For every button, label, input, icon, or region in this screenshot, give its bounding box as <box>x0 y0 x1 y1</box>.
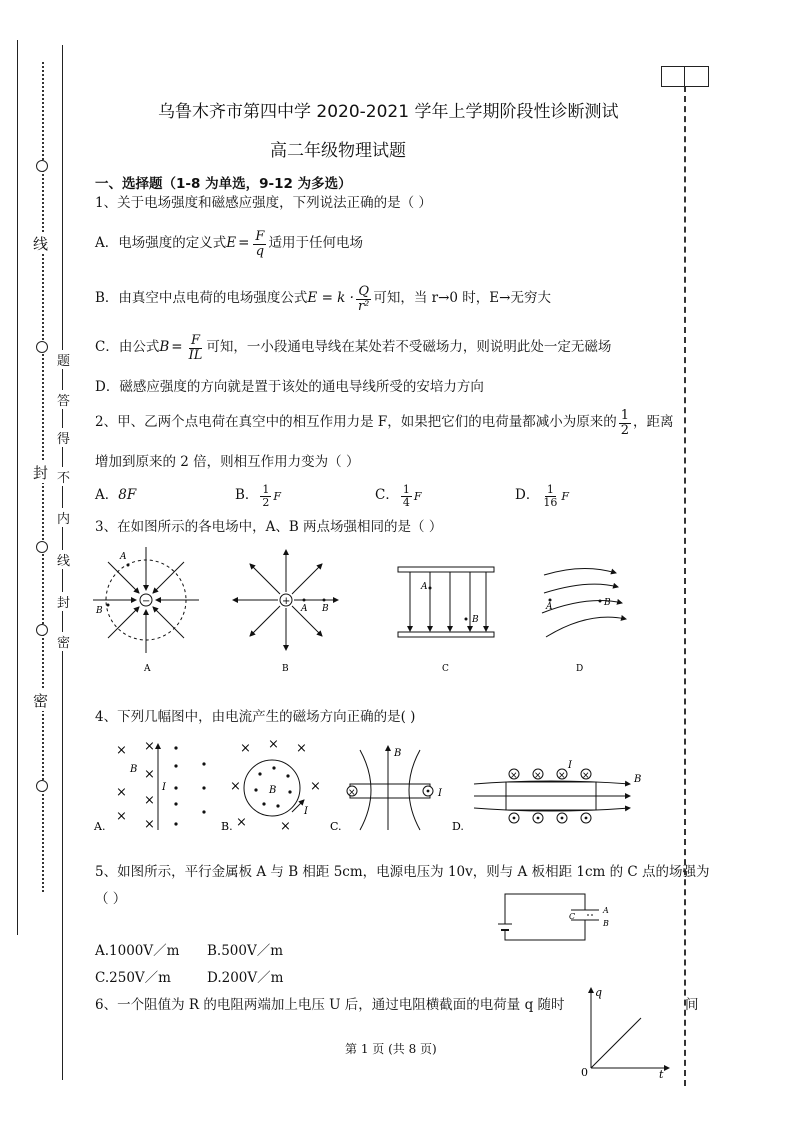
q1-a-lhs: E <box>226 235 237 252</box>
q2-stem-post: ，距离 <box>633 414 674 431</box>
score-box-divider <box>684 67 685 86</box>
q4-figure-b <box>221 738 321 834</box>
margin-circle <box>36 341 48 353</box>
svg-text:B: B <box>472 615 479 625</box>
q3-b-plus: + <box>282 596 291 607</box>
q1-option-b <box>95 283 551 315</box>
q1-option-a: A．电场强度的定义式 E = $\frac{F}{q}$ 适用于任何电场 <box>95 228 363 259</box>
svg-text:×: × <box>144 767 155 782</box>
q2-option-b: B． $\frac{1}{2}$ F <box>235 482 282 509</box>
svg-text:×: × <box>558 771 566 781</box>
margin-char-xian: 线 <box>33 235 49 253</box>
q4-figure-c <box>330 746 443 833</box>
margin-circle <box>36 780 48 792</box>
page-title: 乌鲁木齐市第四中学 2020-2021 学年上学期阶段性诊断测试 <box>158 102 619 122</box>
svg-text:I: I <box>568 760 572 771</box>
q4-figure-d <box>452 760 641 833</box>
svg-text:×: × <box>280 819 291 834</box>
svg-text:×: × <box>510 771 518 781</box>
question-6-stem: 6、一个阻值为 R 的电阻两端加上电压 U 后，通过电阻横截面的电荷量 q 随时 <box>95 997 565 1013</box>
margin-inner-char: 不 <box>57 467 70 486</box>
svg-text:×: × <box>116 809 127 824</box>
q2-stem-pre: 2、甲、乙两个点电荷在真空中的相互作用力是 F，如果把它们的电荷量都减小为原来的 <box>95 414 617 431</box>
q6-axis-t: t <box>659 1068 664 1078</box>
svg-text:A: A <box>120 552 127 562</box>
q2-option-c: C． $\frac{1}{4}$ F <box>375 482 422 509</box>
q3-label-d: D <box>576 664 584 674</box>
q4-label-b: B. <box>221 820 233 833</box>
q2-stem-fraction: $\frac{1}{2}$ <box>620 407 630 438</box>
svg-text:I: I <box>162 782 166 793</box>
question-4-stem: 4、下列几幅图中，由电流产生的磁场方向正确的是( ) <box>95 709 416 725</box>
svg-text:×: × <box>296 741 307 756</box>
question-1-stem: 1、关于电场强度和磁感应强度，下列说法正确的是（ ） <box>95 195 432 211</box>
question-6-tail: 间 <box>685 997 699 1013</box>
margin-inner-char: 线 <box>57 550 70 569</box>
q6-graph <box>575 982 675 1078</box>
margin-circle <box>36 624 48 636</box>
svg-text:×: × <box>116 743 127 758</box>
q1-b-lhs: E = k · <box>307 290 354 307</box>
svg-text:B: B <box>394 748 402 759</box>
q5-label-c: C <box>569 912 576 921</box>
svg-text:×: × <box>348 788 356 798</box>
section-heading: 一、选择题（1-8 为单选，9-12 为多选） <box>95 176 352 192</box>
question-2-stem-line2: 增加到原来的 2 倍，则相互作用力变为（ ） <box>95 454 360 470</box>
q3-label-c: C <box>442 664 449 674</box>
q1-a-fraction: $\frac{F}{q}$ <box>255 228 265 259</box>
q3-label-b: B <box>282 664 289 674</box>
q4-label-d: D. <box>452 820 464 833</box>
q3-label-a: A <box>144 664 151 674</box>
q3-figure-b <box>233 550 338 674</box>
svg-text:B: B <box>604 598 611 608</box>
margin-inner-char: 封 <box>57 592 70 611</box>
svg-text:×: × <box>116 785 127 800</box>
q1-b-fraction: $\frac{Q}{\text{r²}}$ <box>357 283 370 314</box>
q6-axis-q: q <box>595 986 603 999</box>
score-box <box>661 66 709 87</box>
q4-label-c: C. <box>330 820 342 833</box>
margin-inner-char: 密 <box>57 632 70 651</box>
svg-text:×: × <box>144 817 155 832</box>
q3-a-minus: − <box>142 596 151 607</box>
svg-text:×: × <box>310 779 321 794</box>
margin-inner-char: 答 <box>57 390 70 409</box>
svg-text:×: × <box>534 771 542 781</box>
q1-c-fraction: $\frac{F}{IL}$ <box>188 332 203 363</box>
q1-c-pre: C．由公式 <box>95 339 160 356</box>
q3-figure-a <box>93 547 199 674</box>
svg-text:B: B <box>130 764 138 775</box>
svg-text:×: × <box>582 771 590 781</box>
right-dashed-line <box>684 86 686 1086</box>
q4-figures <box>90 738 670 838</box>
svg-text:A: A <box>546 602 553 612</box>
q1-a-pre: A．电场强度的定义式 <box>95 235 227 252</box>
svg-text:×: × <box>236 815 247 830</box>
svg-text:×: × <box>230 779 241 794</box>
q1-option-c: C．由公式 B = $\frac{F}{IL}$ 可知，一小段通电导线在某处若不受磁场力，则说明此处一定无磁场 <box>95 332 612 363</box>
margin-inner-char: 内 <box>57 508 70 527</box>
svg-text:B: B <box>634 774 642 785</box>
margin-char-mi: 密 <box>33 692 49 710</box>
margin-inner-char: 得 <box>57 428 70 447</box>
svg-text:×: × <box>144 793 155 808</box>
svg-text:B: B <box>269 785 277 796</box>
q5-option-b: B.500V／m <box>207 943 284 959</box>
q1-c-lhs: B <box>159 339 170 356</box>
q5-option-c: C.250V／m <box>95 970 171 986</box>
q5-circuit-figure <box>495 888 615 946</box>
page-footer: 第 1 页 (共 8 页) <box>345 1042 437 1056</box>
q2-option-a: A． 8F <box>95 487 137 504</box>
svg-text:×: × <box>144 739 155 754</box>
svg-text:B: B <box>96 606 103 616</box>
q5-option-a: A.1000V／m <box>95 943 180 959</box>
svg-text:I: I <box>438 788 442 799</box>
question-5-paren: （ ） <box>95 891 127 907</box>
svg-text:B: B <box>322 604 329 614</box>
svg-text:A: A <box>301 604 308 614</box>
question-2-stem <box>95 406 674 440</box>
page-subtitle: 高二年级物理试题 <box>270 141 406 161</box>
q6-origin: 0 <box>581 1066 588 1078</box>
svg-text:×: × <box>240 741 251 756</box>
q1-option-d: D．磁感应强度的方向就是置于该处的通电导线所受的安培力方向 <box>95 379 484 395</box>
svg-text:I: I <box>304 806 308 817</box>
question-3-stem: 3、在如图所示的各电场中，A、B 两点场强相同的是（ ） <box>95 519 443 535</box>
margin-char-feng: 封 <box>33 464 49 482</box>
q1-b-pre: B．由真空中点电荷的电场强度公式 <box>95 290 308 307</box>
q4-figure-a <box>93 739 206 833</box>
q3-figures <box>88 545 628 675</box>
q1-a-post: 适用于任何电场 <box>268 235 363 252</box>
q4-label-a: A. <box>94 820 106 833</box>
q5-label-b: B <box>603 919 609 928</box>
q3-figure-d <box>542 568 626 674</box>
q2-option-d: D． $\frac{1}{16}$ F <box>515 482 569 509</box>
q3-figure-c <box>398 567 494 674</box>
margin-circle <box>36 541 48 553</box>
svg-text:A: A <box>421 582 428 592</box>
q1-c-post: 可知，一小段通电导线在某处若不受磁场力，则说明此处一定无磁场 <box>206 339 612 356</box>
question-5-stem: 5、如图所示，平行金属板 A 与 B 相距 5cm，电源电压为 10v，则与 A 板相距 1cm 的 C 点的场强为 <box>95 864 710 880</box>
q5-option-d: D.200V／m <box>207 970 284 986</box>
margin-outer-line <box>17 40 18 935</box>
svg-text:×: × <box>268 738 279 752</box>
margin-inner-char: 题 <box>57 350 70 369</box>
margin-circle <box>36 160 48 172</box>
q1-b-post: 可知，当 r→0 时，E→无穷大 <box>373 290 551 307</box>
q5-label-a: A <box>603 906 609 915</box>
